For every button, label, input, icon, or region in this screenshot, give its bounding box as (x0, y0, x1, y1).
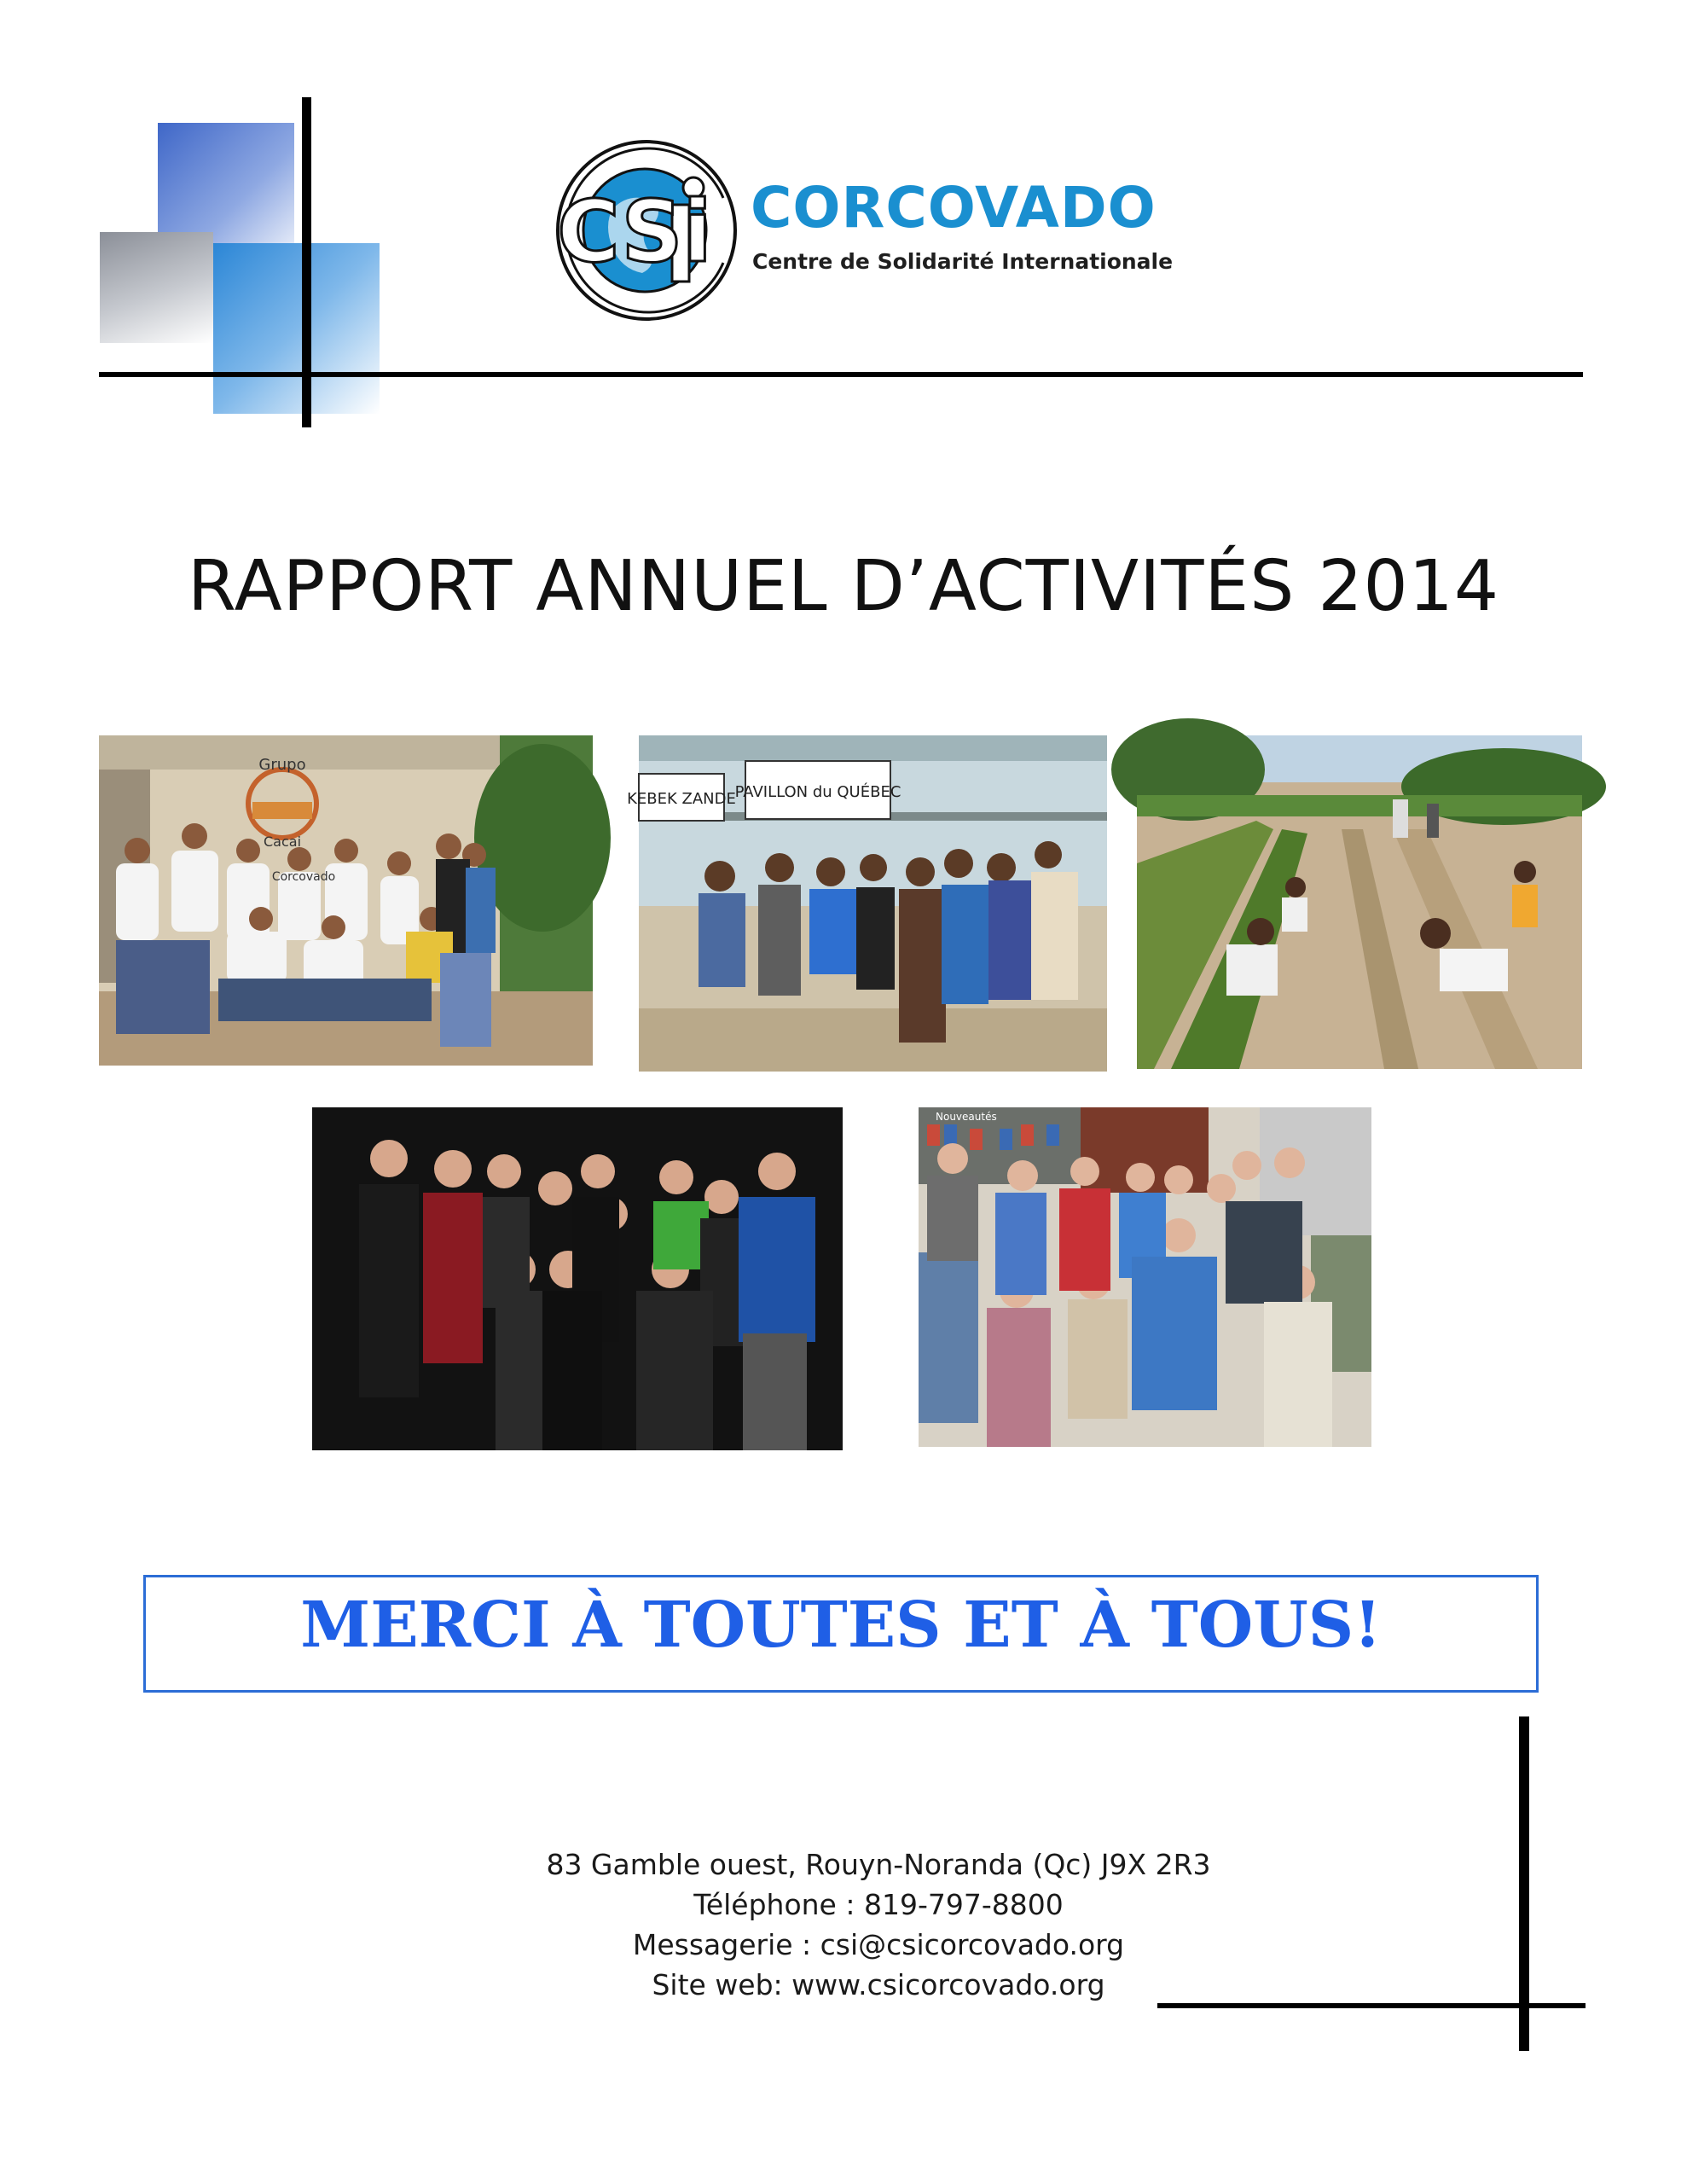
decor-square-lightblue (213, 243, 380, 414)
photo-bookstore-group (919, 1107, 1371, 1447)
contact-address: 83 Gamble ouest, Rouyn-Noranda (Qc) J9X 2R3 (546, 1848, 1211, 1881)
sign-cacai: Cacai (263, 834, 302, 850)
contact-phone: Téléphone : 819-797-8800 (693, 1888, 1064, 1921)
brand-name: CORCOVADO (751, 175, 1157, 241)
sign-kebek-zande: KEBEK ZANDE (627, 790, 736, 808)
sign-corcovado: Corcovado (271, 870, 336, 884)
photo-group-grupo-cacai (99, 735, 593, 1066)
brand-subtitle: Centre de Solidarité Internationale (752, 249, 1174, 274)
decor-horizontal-line-top (99, 372, 1583, 377)
csi-logo (553, 136, 740, 324)
photo-group-evening (312, 1107, 843, 1450)
decor-square-grey (100, 232, 213, 343)
contact-email[interactable]: Messagerie : csi@csicorcovado.org (632, 1928, 1125, 1961)
report-title: RAPPORT ANNUEL D’ACTIVITÉS 2014 (187, 546, 1500, 627)
sign-nouveautes: Nouveautés (936, 1111, 997, 1123)
decor-vertical-line-bottom (1519, 1716, 1529, 2051)
thanks-message: MERCI À TOUTES ET À TOUS! (300, 1589, 1382, 1662)
sign-grupo: Grupo (258, 756, 306, 774)
contact-website[interactable]: Site web: www.csicorcovado.org (652, 1968, 1105, 2001)
photo-field-planting (1137, 735, 1582, 1069)
decor-vertical-line-top (302, 97, 311, 427)
contact-block (478, 1844, 1279, 2005)
sign-pavillon-quebec: PAVILLON du QUÉBEC (734, 783, 901, 801)
photo-pavillon-quebec (627, 735, 1107, 1072)
logo-monogram: CSi (557, 182, 712, 282)
